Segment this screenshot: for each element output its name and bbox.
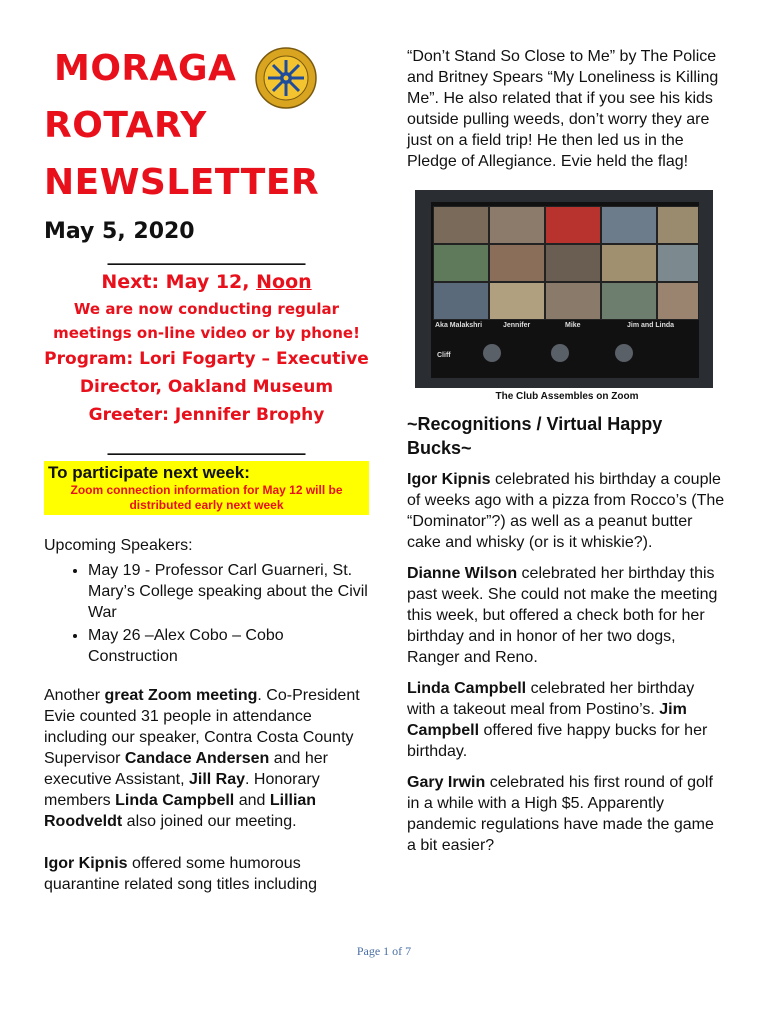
participant-name: Jim and Linda [627,322,675,329]
list-item: • May 26 –Alex Cobo – Cobo Construction [88,625,369,667]
list-item: • May 19 - Professor Carl Guarneri, St. Mary’s College speaking about the Civil War [88,560,369,623]
zoom-meeting-photo [415,190,713,388]
rotary-wheel-icon [254,46,318,110]
participant-name: Aka Malakshri [435,322,483,329]
masthead-moraga: MORAGA [54,48,237,89]
divider-rule: ______________________ [107,247,306,265]
recognitions-heading: ~Recognitions / Virtual Happy Bucks~ [407,414,663,458]
recognition-gary: Gary Irwin celebrated his first round of golf in a while with a High $5. Apparently pandemic regulations have made the game a bit easier? [407,774,714,854]
issue-date: May 5, 2020 [44,219,195,244]
participate-box [44,461,369,515]
phone-icon [551,344,569,362]
participate-heading: To participate next week: [48,463,250,482]
greeter-info: Greeter: Jennifer Brophy [88,405,325,425]
song-titles-intro: Igor Kipnis offered some humorous quarantine related song titles including [44,855,318,893]
phone-icon [615,344,633,362]
participant-name: Jennifer [503,322,531,329]
participate-note: Zoom connection information for May 12 will be distributed early next week [70,483,343,512]
recognition-linda: Linda Campbell celebrated her birthday with a takeout meal from Postino’s. Jim Campbell offered five happy bucks for her birthday. [407,680,708,760]
program-info: Program: Lori Fogarty – Executive Director, Oakland Museum [44,349,369,397]
next-meeting [44,267,369,297]
recognition-dianne: Dianne Wilson celebrated her birthday this past week. She could not make the meeting this week, but offered a check both for her birthday and in honor of her two dogs, Ranger and Reno. [407,565,718,666]
next-meeting-time: Noon [256,271,312,293]
divider-rule: ______________________ [107,437,306,455]
masthead-rotary: ROTARY [44,105,207,146]
right-column [407,46,727,856]
online-notice: We are now conducting regular meetings on-line video or by phone! [53,300,360,342]
recognition-igor: Igor Kipnis celebrated his birthday a couple of weeks ago with a pizza from Rocco’s (The “Dominator”?) as well as a peanut butter cake and whisky (or is it whiskie?). [407,471,725,551]
speakers-list [44,560,369,667]
masthead-newsletter: NEWSLETTER [44,162,320,203]
photo-caption: The Club Assembles on Zoom [495,391,639,402]
zoom-screen [431,202,699,378]
left-column [44,40,369,895]
phone-icon [483,344,501,362]
speakers-heading: Upcoming Speakers: [44,537,193,554]
page-number: Page 1 of 7 [356,944,412,958]
meeting-summary: Another great Zoom meeting. Co-President Evie counted 31 people in attendance including our speaker, Contra Costa County Supervisor Candace Andersen and her executive Assistant, Jill Ray. Honorary members Linda Campbell and Lillian Roodveldt also joined our meeting. [44,687,360,830]
next-meeting-date: Next: May 12, [101,271,257,293]
participant-name: Cliff [437,352,451,359]
song-titles-continued: “Don’t Stand So Close to Me” by The Police and Britney Spears “My Loneliness is Killing Me”. He also related that if you see his kids outside pulling weeds, don’t worry they are just on a field trip! He then led us in the Pledge of Allegiance. Evie held the flag! [407,48,719,170]
participant-name: Mike [565,322,581,329]
